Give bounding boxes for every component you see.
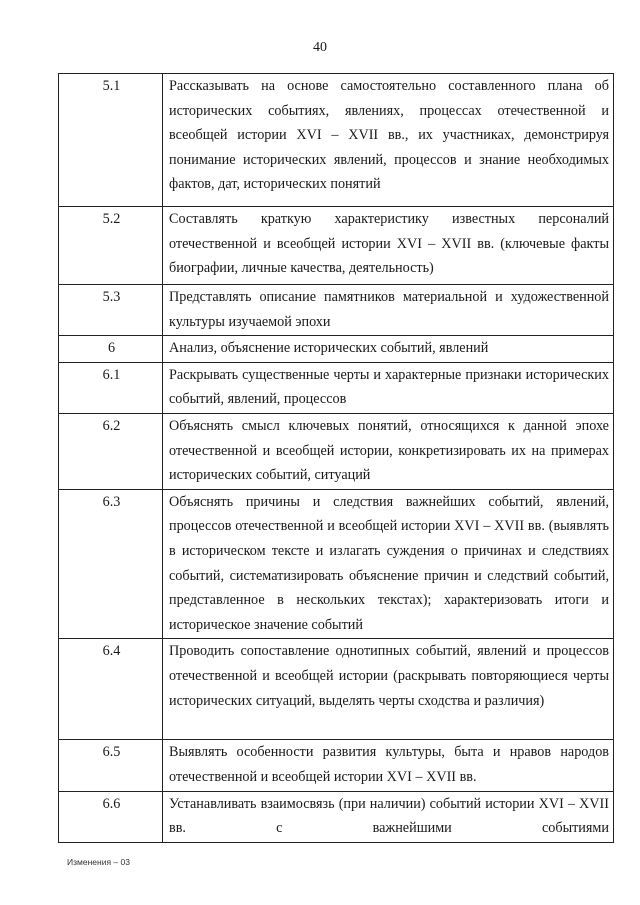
row-number: 6.1 bbox=[59, 362, 163, 413]
row-number: 6.6 bbox=[59, 791, 163, 842]
table-row bbox=[59, 74, 614, 207]
row-text: Составлять краткую характеристику известных персоналий отечественной и всеобщей истории XVI – XVII вв. (ключевые факты биографии, личные качества, деятельность) bbox=[163, 207, 614, 285]
footer-revision-note: Изменения – 03 bbox=[67, 857, 130, 867]
table-row bbox=[59, 740, 614, 791]
row-text: Проводить сопоставление однотипных событий, явлений и процессов отечественной и всеобщей истории (раскрывать повторяющиеся черты исторических ситуаций, выделять черты сходства и различия) bbox=[163, 639, 614, 740]
page-number: 40 bbox=[313, 40, 327, 55]
table-row bbox=[59, 285, 614, 336]
row-text: Устанавливать взаимосвязь (при наличии) событий истории XVI – XVII вв. с важнейшими событиями bbox=[163, 791, 614, 842]
table-row bbox=[59, 336, 614, 363]
requirements-table bbox=[58, 73, 614, 843]
table-row bbox=[59, 362, 614, 413]
table-row bbox=[59, 639, 614, 740]
row-number: 6.4 bbox=[59, 639, 163, 740]
row-text: Раскрывать существенные черты и характерные признаки исторических событий, явлений, процессов bbox=[163, 362, 614, 413]
table-row bbox=[59, 207, 614, 285]
row-number: 5.2 bbox=[59, 207, 163, 285]
table-row bbox=[59, 413, 614, 489]
row-number: 5.3 bbox=[59, 285, 163, 336]
row-number: 6 bbox=[59, 336, 163, 363]
table-row bbox=[59, 791, 614, 842]
row-text: Выявлять особенности развития культуры, быта и нравов народов отечественной и всеобщей истории XVI – XVII вв. bbox=[163, 740, 614, 791]
row-text: Рассказывать на основе самостоятельно составленного плана об исторических событиях, явлениях, процессах отечественной и всеобщей истории XVI – XVII вв., их участниках, демонстрируя понимание исторических явлений, процессов и знание необходимых фактов, дат, исторических понятий bbox=[163, 74, 614, 207]
table-row bbox=[59, 489, 614, 639]
row-text: Объяснять смысл ключевых понятий, относящихся к данной эпохе отечественной и всеобщей истории, конкретизировать их на примерах исторических событий, ситуаций bbox=[163, 413, 614, 489]
row-text: Объяснять причины и следствия важнейших событий, явлений, процессов отечественной и всеобщей истории XVI – XVII вв. (выявлять в историческом тексте и излагать суждения о причинах и следствиях событий, систематизировать объяснение причин и следствий событий, представленное в нескольких текстах); характеризовать итоги и историческое значение событий bbox=[163, 489, 614, 639]
row-number: 6.2 bbox=[59, 413, 163, 489]
row-number: 6.3 bbox=[59, 489, 163, 639]
row-text: Представлять описание памятников материальной и художественной культуры изучаемой эпохи bbox=[163, 285, 614, 336]
row-number: 6.5 bbox=[59, 740, 163, 791]
row-number: 5.1 bbox=[59, 74, 163, 207]
row-text: Анализ, объяснение исторических событий, явлений bbox=[163, 336, 614, 363]
